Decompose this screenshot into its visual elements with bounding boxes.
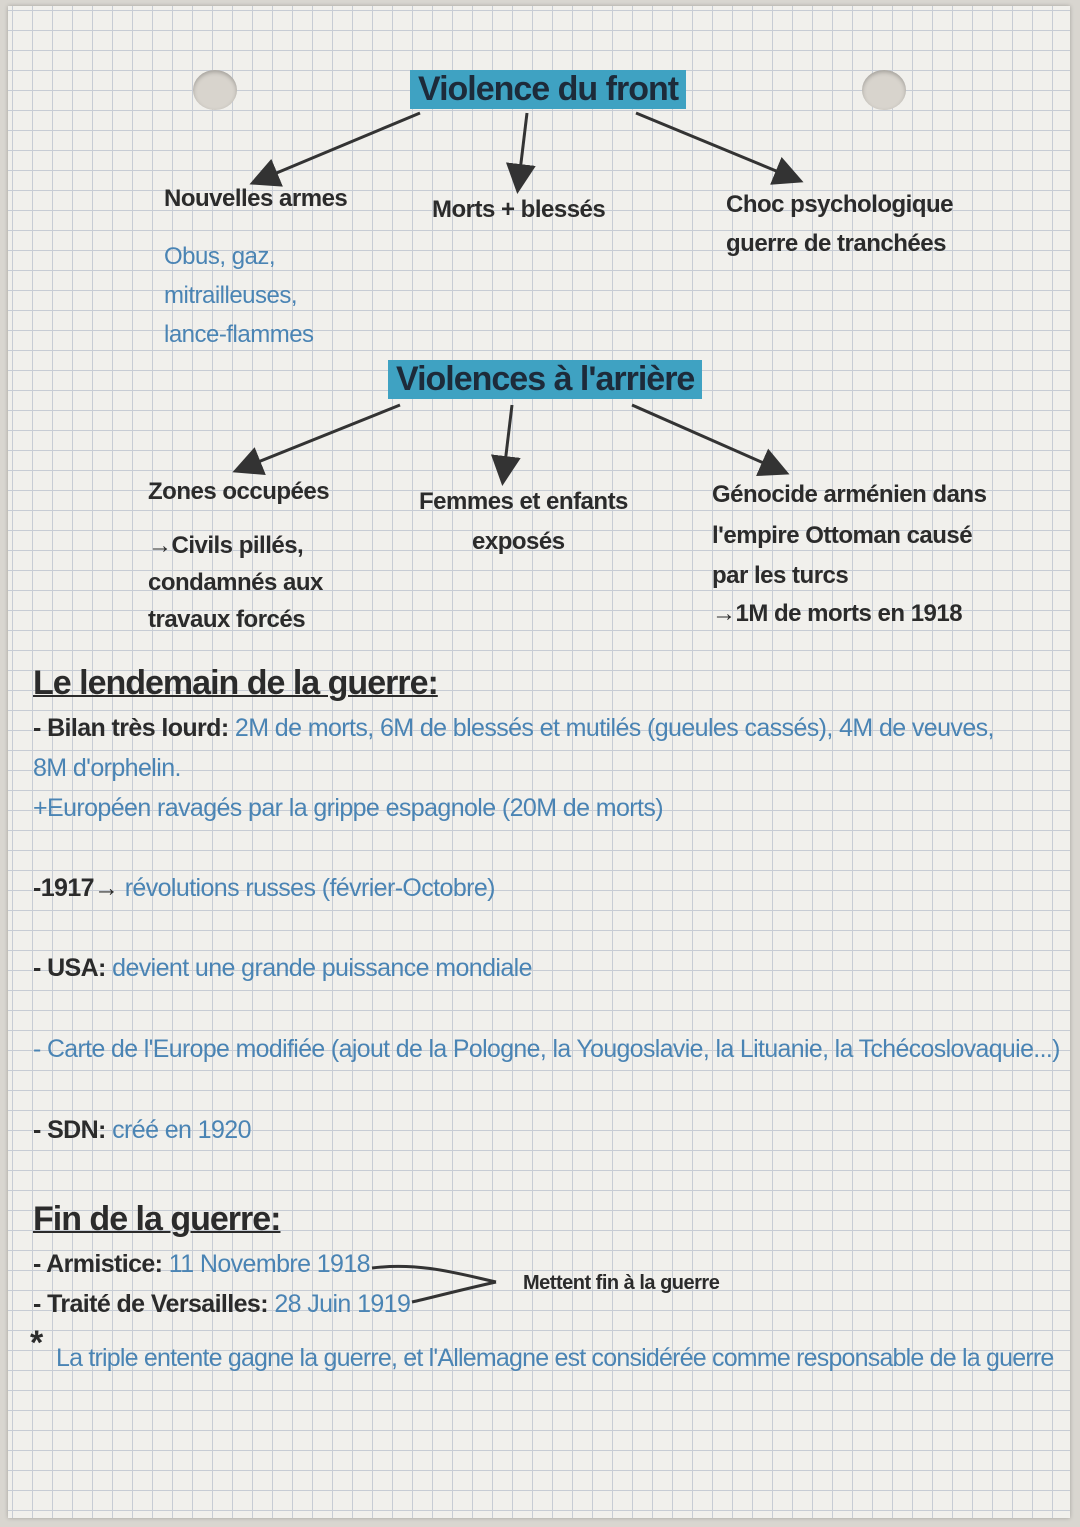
armistice-label: - Armistice:	[33, 1250, 163, 1278]
arrow-front-left	[255, 113, 420, 182]
sdn-line	[33, 1116, 251, 1145]
node-choc-psychologique: Choc psychologique	[726, 191, 954, 218]
armistice-date: 11 Novembre 1918	[168, 1250, 370, 1278]
grippe-line: +Européen ravagés par la grippe espagnole (20M de morts)	[33, 794, 663, 822]
arrow-arriere-left	[238, 405, 400, 470]
arrow-arriere-center	[503, 405, 512, 480]
traite-line	[33, 1290, 410, 1319]
star-marker: *	[30, 1324, 44, 1362]
bilan-line	[33, 714, 994, 743]
bilan-label: - Bilan très lourd:	[33, 714, 229, 742]
node-morts-blesses: Morts + blessés	[432, 196, 606, 223]
mindmap-title-front: Violence du front	[410, 70, 686, 109]
node-detail: Obus, gaz,	[164, 243, 276, 270]
node-detail: →1M de morts en 1918	[712, 600, 963, 627]
node-femmes-enfants: Femmes et enfants	[419, 488, 628, 515]
section-heading-lendemain: Le lendemain de la guerre:	[33, 664, 438, 702]
carte-line: - Carte de l'Europe modifiée (ajout de la Pologne, la Yougoslavie, la Lituanie, la Tchécoslovaquie...)	[33, 1035, 1060, 1063]
node-detail: exposés	[472, 528, 565, 555]
node-detail: l'empire Ottoman causé	[712, 522, 973, 549]
sdn-text: créé en 1920	[112, 1116, 251, 1144]
node-zones-occupees: Zones occupées	[148, 478, 330, 505]
node-detail: condamnés aux	[148, 569, 323, 596]
conclusion-line: La triple entente gagne la guerre, et l'Allemagne est considérée comme responsable de la guerre	[56, 1344, 1054, 1372]
node-detail: mitrailleuses,	[164, 282, 298, 309]
sdn-label: - SDN:	[33, 1116, 106, 1144]
usa-line	[33, 954, 532, 983]
russie-line	[33, 874, 495, 903]
consequence-label: Mettent fin à la guerre	[523, 1272, 720, 1294]
section-heading-fin: Fin de la guerre:	[33, 1200, 281, 1238]
node-detail: guerre de tranchées	[726, 230, 946, 257]
arrow-front-right	[636, 113, 798, 180]
traite-label: - Traité de Versailles:	[33, 1290, 268, 1318]
bilan-text-continued: 8M d'orphelin.	[33, 754, 181, 782]
node-nouvelles-armes: Nouvelles armes	[164, 185, 348, 212]
russie-label: -1917→	[33, 874, 119, 902]
usa-label: - USA:	[33, 954, 106, 982]
bilan-text: 2M de morts, 6M de blessés et mutilés (gueules cassés), 4M de veuves,	[234, 714, 994, 742]
node-detail: lance-flammes	[164, 321, 314, 348]
russie-text: révolutions russes (février-Octobre)	[124, 874, 495, 902]
mindmap-title-arriere: Violences à l'arrière	[388, 360, 702, 399]
arrow-arriere-right	[632, 405, 784, 472]
usa-text: devient une grande puissance mondiale	[112, 954, 532, 982]
node-detail: par les turcs	[712, 562, 849, 589]
arrow-front-center	[518, 113, 527, 188]
node-detail: travaux forcés	[148, 606, 306, 633]
armistice-line	[33, 1250, 370, 1279]
node-detail: →Civils pillés,	[148, 532, 304, 559]
traite-date: 28 Juin 1919	[274, 1290, 411, 1318]
node-genocide-armenien: Génocide arménien dans	[712, 481, 987, 508]
